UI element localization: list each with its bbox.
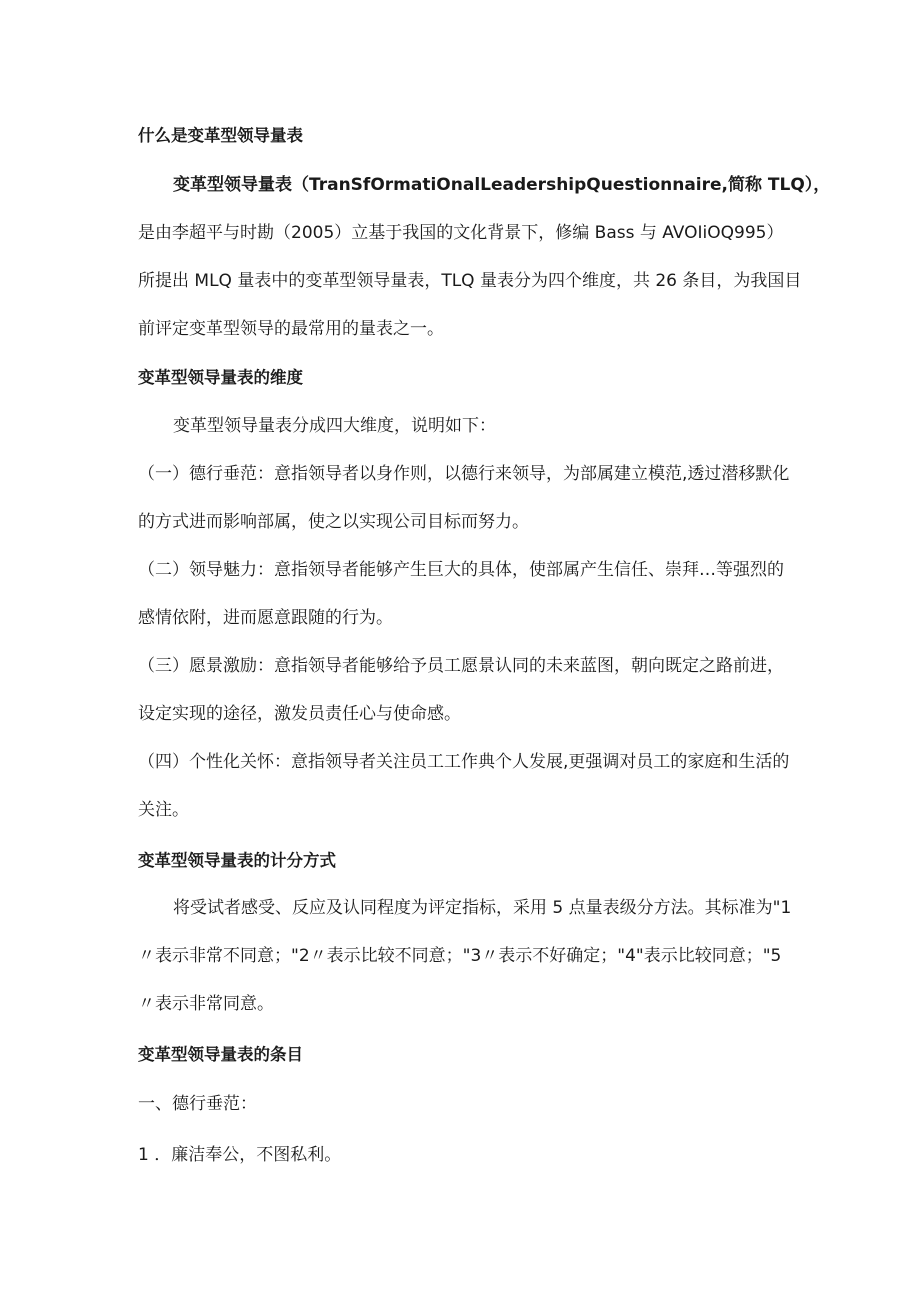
dimension-1-line-1: （一）德行垂范：意指领导者以身作则，以德行来领导，为部属建立模范,透过潜移默化 xyxy=(138,464,790,484)
dimension-2-line-2: 感情依附，进而愿意跟随的行为。 xyxy=(138,608,393,628)
dimension-3-line-1: （三）愿景激励：意指领导者能够给予员工愿景认同的未来蓝图，朝向既定之路前进， xyxy=(138,656,784,676)
what-is-paragraph-line-1: 变革型领导量表（TranSfOrmatiOnalLeadershipQuestionnaire,简称 TLQ）， xyxy=(173,175,831,195)
section-heading-items: 变革型领导量表的条目 xyxy=(138,1045,303,1064)
scoring-line-2: 〃表示非常不同意；"2〃表示比较不同意；"3〃表示不好确定；"4"表示比较同意；"5 xyxy=(138,946,782,966)
scoring-line-1: 将受试者感受、反应及认同程度为评定指标，采用 5 点量表级分方法。其标准为"1 xyxy=(173,898,792,918)
section-heading-scoring: 变革型领导量表的计分方式 xyxy=(138,851,336,870)
section-heading-what-is: 什么是变革型领导量表 xyxy=(138,126,303,145)
dimension-2-line-1: （二）领导魅力：意指领导者能够产生巨大的具体，使部属产生信任、崇拜…等强烈的 xyxy=(138,560,784,580)
dimension-4-line-1: （四）个性化关怀：意指领导者关注员工工作典个人发展,更强调对员工的家庭和生活的 xyxy=(138,752,790,772)
dimension-3-line-2: 设定实现的途径，激发员责任心与使命感。 xyxy=(138,704,461,724)
dimension-4-line-2: 关注。 xyxy=(138,800,189,820)
what-is-paragraph-line-3: 所提出 MLQ 量表中的变革型领导量表，TLQ 量表分为四个维度，共 26 条目，为我国目 xyxy=(138,271,802,291)
what-is-paragraph-line-4: 前评定变革型领导的最常用的量表之一。 xyxy=(138,319,444,339)
dimension-1-line-2: 的方式进而影响部属，使之以实现公司目标而努力。 xyxy=(138,512,529,532)
section-heading-dimensions: 变革型领导量表的维度 xyxy=(138,368,303,387)
what-is-paragraph-line-2: 是由李超平与时勘（2005）立基于我国的文化背景下，修编 Bass 与 AVOIiOQ995） xyxy=(138,223,784,243)
dimensions-intro: 变革型领导量表分成四大维度，说明如下： xyxy=(173,416,496,436)
item-1: 1 ．廉洁奉公，不图私利。 xyxy=(138,1145,342,1165)
scoring-line-3: 〃表示非常同意。 xyxy=(138,994,274,1014)
items-subheading-1: 一、德行垂范： xyxy=(138,1094,257,1114)
